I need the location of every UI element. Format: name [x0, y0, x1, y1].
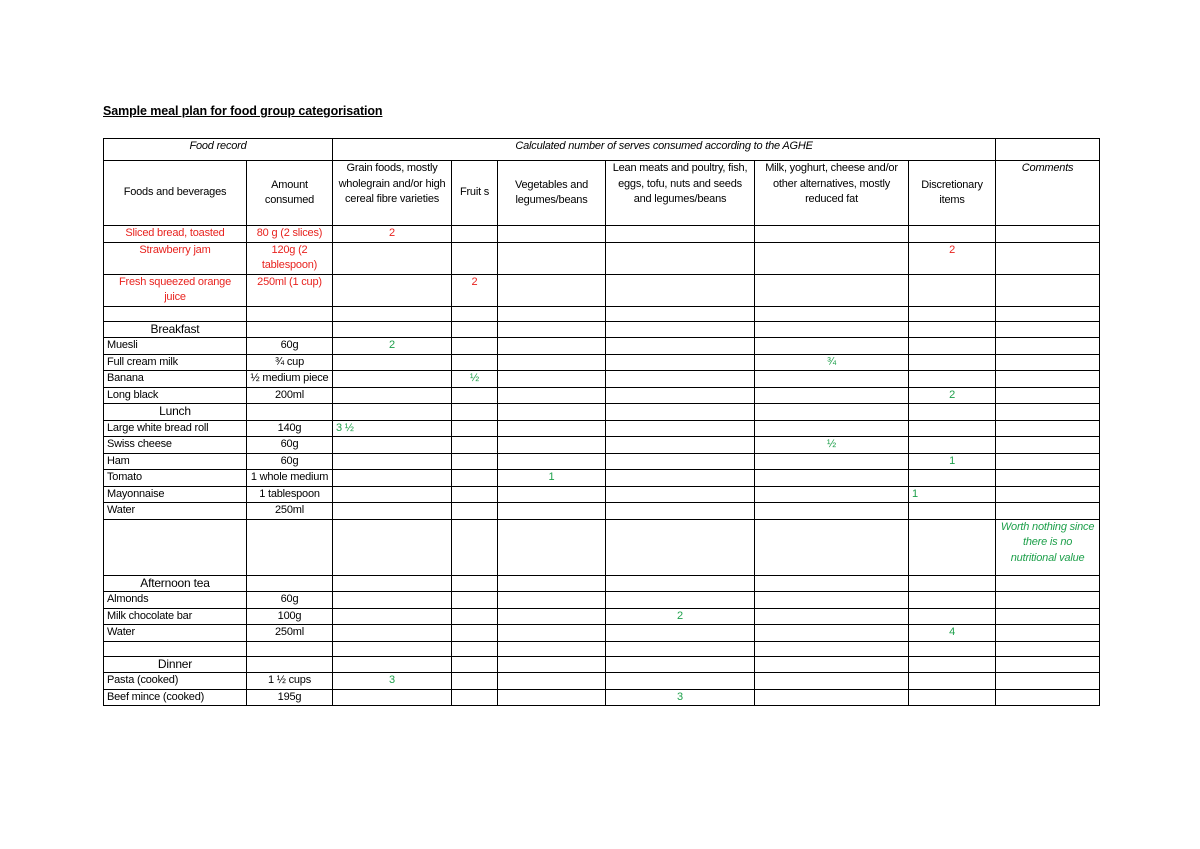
cell-veg	[498, 306, 606, 321]
cell-disc	[909, 519, 996, 575]
cell-grain: 3 ½	[333, 420, 452, 437]
cell-grain	[333, 592, 452, 609]
table-row	[104, 625, 1100, 642]
cell-veg	[498, 656, 606, 673]
cell-comments	[996, 592, 1100, 609]
cell-food: Long black	[104, 387, 247, 404]
table-row	[104, 575, 1100, 592]
cell-comments	[996, 387, 1100, 404]
cell-amount: 120g (2 tablespoon)	[247, 242, 333, 274]
cell-amount	[247, 519, 333, 575]
cell-comments	[996, 226, 1100, 243]
cell-milk	[755, 486, 909, 503]
header-row-top	[104, 139, 1100, 161]
col-fruits-header: Fruit s	[452, 161, 498, 226]
cell-milk	[755, 274, 909, 306]
cell-milk	[755, 420, 909, 437]
cell-grain: 2	[333, 226, 452, 243]
cell-comments	[996, 470, 1100, 487]
cell-comments: Worth nothing since there is no nutritional value	[996, 519, 1100, 575]
cell-fruits	[452, 575, 498, 592]
cell-milk	[755, 592, 909, 609]
table-row	[104, 226, 1100, 243]
cell-amount: 80 g (2 slices)	[247, 226, 333, 243]
cell-grain	[333, 575, 452, 592]
table-row	[104, 306, 1100, 321]
cell-grain	[333, 656, 452, 673]
cell-milk	[755, 338, 909, 355]
cell-disc	[909, 575, 996, 592]
cell-grain	[333, 625, 452, 642]
cell-fruits	[452, 689, 498, 706]
cell-amount: 60g	[247, 453, 333, 470]
cell-amount	[247, 656, 333, 673]
cell-comments	[996, 641, 1100, 656]
table-row	[104, 592, 1100, 609]
cell-disc	[909, 437, 996, 454]
cell-fruits	[452, 503, 498, 520]
cell-fruits	[452, 226, 498, 243]
table-row	[104, 404, 1100, 421]
cell-fruits	[452, 625, 498, 642]
cell-fruits	[452, 453, 498, 470]
cell-food: Strawberry jam	[104, 242, 247, 274]
cell-veg: 1	[498, 470, 606, 487]
cell-disc	[909, 608, 996, 625]
cell-grain	[333, 274, 452, 306]
cell-food: Dinner	[104, 656, 247, 673]
cell-milk	[755, 371, 909, 388]
cell-disc	[909, 503, 996, 520]
cell-disc	[909, 338, 996, 355]
cell-food	[104, 306, 247, 321]
table-row	[104, 503, 1100, 520]
cell-milk	[755, 519, 909, 575]
cell-disc: 1	[909, 486, 996, 503]
cell-lean	[606, 592, 755, 609]
cell-food: Sliced bread, toasted	[104, 226, 247, 243]
cell-amount	[247, 641, 333, 656]
cell-veg	[498, 387, 606, 404]
cell-veg	[498, 404, 606, 421]
cell-milk	[755, 226, 909, 243]
cell-veg	[498, 420, 606, 437]
document-title: Sample meal plan for food group categorisation	[103, 104, 383, 118]
table-row	[104, 387, 1100, 404]
cell-food: Beef mince (cooked)	[104, 689, 247, 706]
col-lean-header: Lean meats and poultry, fish, eggs, tofu, nuts and seeds and legumes/beans	[606, 161, 755, 226]
cell-grain	[333, 354, 452, 371]
cell-lean	[606, 437, 755, 454]
cell-lean	[606, 306, 755, 321]
cell-food: Milk chocolate bar	[104, 608, 247, 625]
cell-lean	[606, 641, 755, 656]
cell-disc	[909, 371, 996, 388]
cell-lean	[606, 575, 755, 592]
cell-amount	[247, 321, 333, 338]
cell-fruits	[452, 354, 498, 371]
cell-milk: ½	[755, 437, 909, 454]
cell-fruits	[452, 608, 498, 625]
cell-fruits	[452, 673, 498, 690]
cell-fruits	[452, 437, 498, 454]
cell-disc: 4	[909, 625, 996, 642]
cell-food: Mayonnaise	[104, 486, 247, 503]
cell-veg	[498, 519, 606, 575]
cell-disc	[909, 274, 996, 306]
cell-veg	[498, 608, 606, 625]
cell-food: Full cream milk	[104, 354, 247, 371]
cell-disc	[909, 641, 996, 656]
cell-veg	[498, 453, 606, 470]
cell-food: Banana	[104, 371, 247, 388]
table-row	[104, 321, 1100, 338]
cell-lean	[606, 321, 755, 338]
cell-fruits	[452, 656, 498, 673]
cell-food: Ham	[104, 453, 247, 470]
cell-disc	[909, 404, 996, 421]
cell-amount	[247, 575, 333, 592]
table-row	[104, 437, 1100, 454]
table-row	[104, 689, 1100, 706]
cell-fruits	[452, 470, 498, 487]
cell-milk	[755, 306, 909, 321]
cell-grain	[333, 519, 452, 575]
table-row	[104, 486, 1100, 503]
cell-fruits	[452, 404, 498, 421]
cell-disc	[909, 592, 996, 609]
cell-veg	[498, 575, 606, 592]
cell-disc	[909, 354, 996, 371]
meal-plan-table	[103, 138, 1100, 706]
table-row	[104, 242, 1100, 274]
cell-comments	[996, 371, 1100, 388]
table-row	[104, 608, 1100, 625]
cell-fruits	[452, 486, 498, 503]
cell-amount: 140g	[247, 420, 333, 437]
cell-grain	[333, 387, 452, 404]
cell-lean	[606, 673, 755, 690]
cell-food: Fresh squeezed orange juice	[104, 274, 247, 306]
cell-veg	[498, 689, 606, 706]
cell-lean: 2	[606, 608, 755, 625]
cell-lean	[606, 274, 755, 306]
cell-fruits	[452, 592, 498, 609]
cell-fruits	[452, 387, 498, 404]
cell-food: Muesli	[104, 338, 247, 355]
cell-veg	[498, 354, 606, 371]
cell-comments	[996, 453, 1100, 470]
cell-lean	[606, 354, 755, 371]
cell-milk	[755, 242, 909, 274]
cell-comments	[996, 306, 1100, 321]
cell-lean	[606, 503, 755, 520]
col-grain-header: Grain foods, mostly wholegrain and/or high cereal fibre varieties	[333, 161, 452, 226]
cell-food: Water	[104, 625, 247, 642]
cell-milk	[755, 321, 909, 338]
cell-amount: 250ml (1 cup)	[247, 274, 333, 306]
cell-food: Pasta (cooked)	[104, 673, 247, 690]
cell-fruits	[452, 420, 498, 437]
cell-veg	[498, 371, 606, 388]
cell-comments	[996, 673, 1100, 690]
cell-milk	[755, 575, 909, 592]
table-row	[104, 641, 1100, 656]
cell-milk	[755, 689, 909, 706]
table-row	[104, 656, 1100, 673]
cell-lean	[606, 387, 755, 404]
cell-food: Afternoon tea	[104, 575, 247, 592]
cell-fruits	[452, 306, 498, 321]
cell-milk	[755, 453, 909, 470]
cell-comments	[996, 321, 1100, 338]
cell-grain	[333, 306, 452, 321]
cell-grain	[333, 242, 452, 274]
cell-comments	[996, 420, 1100, 437]
cell-disc: 2	[909, 387, 996, 404]
col-milk-header: Milk, yoghurt, cheese and/or other alternatives, mostly reduced fat	[755, 161, 909, 226]
cell-lean	[606, 242, 755, 274]
cell-milk	[755, 625, 909, 642]
cell-grain	[333, 404, 452, 421]
cell-grain	[333, 371, 452, 388]
calculated-serves-header: Calculated number of serves consumed according to the AGHE	[333, 139, 996, 161]
empty-header-cell	[996, 139, 1100, 161]
cell-lean	[606, 420, 755, 437]
cell-grain: 2	[333, 338, 452, 355]
table-row	[104, 274, 1100, 306]
cell-grain	[333, 470, 452, 487]
table-row	[104, 338, 1100, 355]
cell-comments	[996, 503, 1100, 520]
cell-fruits	[452, 242, 498, 274]
cell-lean: 3	[606, 689, 755, 706]
cell-veg	[498, 641, 606, 656]
cell-amount: 60g	[247, 437, 333, 454]
cell-disc	[909, 470, 996, 487]
cell-veg	[498, 226, 606, 243]
cell-grain	[333, 453, 452, 470]
table-row	[104, 470, 1100, 487]
cell-comments	[996, 354, 1100, 371]
cell-fruits: ½	[452, 371, 498, 388]
cell-amount	[247, 306, 333, 321]
cell-disc: 2	[909, 242, 996, 274]
cell-amount: 1 ½ cups	[247, 673, 333, 690]
col-disc-header: Discretionary items	[909, 161, 996, 226]
cell-fruits	[452, 338, 498, 355]
cell-amount: 250ml	[247, 503, 333, 520]
cell-food: Almonds	[104, 592, 247, 609]
cell-milk	[755, 608, 909, 625]
cell-grain: 3	[333, 673, 452, 690]
cell-disc: 1	[909, 453, 996, 470]
cell-grain	[333, 608, 452, 625]
cell-milk	[755, 503, 909, 520]
cell-disc	[909, 656, 996, 673]
cell-amount: 1 whole medium	[247, 470, 333, 487]
cell-amount: 1 tablespoon	[247, 486, 333, 503]
cell-food: Large white bread roll	[104, 420, 247, 437]
col-amount-header: Amount consumed	[247, 161, 333, 226]
cell-disc	[909, 673, 996, 690]
cell-lean	[606, 625, 755, 642]
cell-disc	[909, 226, 996, 243]
table-row	[104, 354, 1100, 371]
header-row-columns	[104, 161, 1100, 226]
cell-amount: 200ml	[247, 387, 333, 404]
cell-fruits	[452, 641, 498, 656]
cell-grain	[333, 503, 452, 520]
cell-amount: ½ medium piece	[247, 371, 333, 388]
cell-fruits	[452, 321, 498, 338]
cell-fruits	[452, 519, 498, 575]
cell-veg	[498, 338, 606, 355]
table-row	[104, 453, 1100, 470]
cell-veg	[498, 503, 606, 520]
cell-lean	[606, 338, 755, 355]
cell-milk	[755, 470, 909, 487]
cell-comments	[996, 689, 1100, 706]
cell-disc	[909, 306, 996, 321]
table-row	[104, 371, 1100, 388]
cell-lean	[606, 519, 755, 575]
cell-comments	[996, 437, 1100, 454]
cell-comments	[996, 242, 1100, 274]
cell-lean	[606, 404, 755, 421]
table-row	[104, 673, 1100, 690]
cell-lean	[606, 371, 755, 388]
cell-lean	[606, 470, 755, 487]
cell-grain	[333, 321, 452, 338]
cell-amount: 195g	[247, 689, 333, 706]
cell-lean	[606, 656, 755, 673]
table-row	[104, 420, 1100, 437]
cell-food: Breakfast	[104, 321, 247, 338]
cell-grain	[333, 641, 452, 656]
cell-milk	[755, 673, 909, 690]
cell-fruits: 2	[452, 274, 498, 306]
cell-milk	[755, 641, 909, 656]
col-foods-header: Foods and beverages	[104, 161, 247, 226]
cell-lean	[606, 486, 755, 503]
cell-amount: 60g	[247, 338, 333, 355]
cell-grain	[333, 437, 452, 454]
cell-disc	[909, 420, 996, 437]
cell-grain	[333, 689, 452, 706]
cell-food	[104, 641, 247, 656]
cell-milk	[755, 656, 909, 673]
cell-amount: 100g	[247, 608, 333, 625]
col-veg-header: Vegetables and legumes/beans	[498, 161, 606, 226]
table-row	[104, 519, 1100, 575]
cell-grain	[333, 486, 452, 503]
cell-veg	[498, 486, 606, 503]
cell-amount	[247, 404, 333, 421]
cell-comments	[996, 404, 1100, 421]
cell-food: Swiss cheese	[104, 437, 247, 454]
cell-veg	[498, 274, 606, 306]
cell-comments	[996, 656, 1100, 673]
cell-milk	[755, 387, 909, 404]
cell-comments	[996, 486, 1100, 503]
cell-food: Tomato	[104, 470, 247, 487]
cell-food: Lunch	[104, 404, 247, 421]
cell-milk: ¾	[755, 354, 909, 371]
cell-veg	[498, 673, 606, 690]
cell-comments	[996, 608, 1100, 625]
cell-comments	[996, 625, 1100, 642]
cell-veg	[498, 242, 606, 274]
cell-amount: ¾ cup	[247, 354, 333, 371]
cell-veg	[498, 592, 606, 609]
cell-veg	[498, 437, 606, 454]
cell-veg	[498, 321, 606, 338]
cell-milk	[755, 404, 909, 421]
cell-comments	[996, 575, 1100, 592]
food-record-header: Food record	[104, 139, 333, 161]
cell-comments	[996, 338, 1100, 355]
cell-disc	[909, 689, 996, 706]
cell-comments	[996, 274, 1100, 306]
cell-food	[104, 519, 247, 575]
cell-amount: 60g	[247, 592, 333, 609]
cell-lean	[606, 226, 755, 243]
cell-disc	[909, 321, 996, 338]
cell-veg	[498, 625, 606, 642]
cell-food: Water	[104, 503, 247, 520]
cell-amount: 250ml	[247, 625, 333, 642]
col-comments-header: Comments	[996, 161, 1100, 226]
cell-lean	[606, 453, 755, 470]
